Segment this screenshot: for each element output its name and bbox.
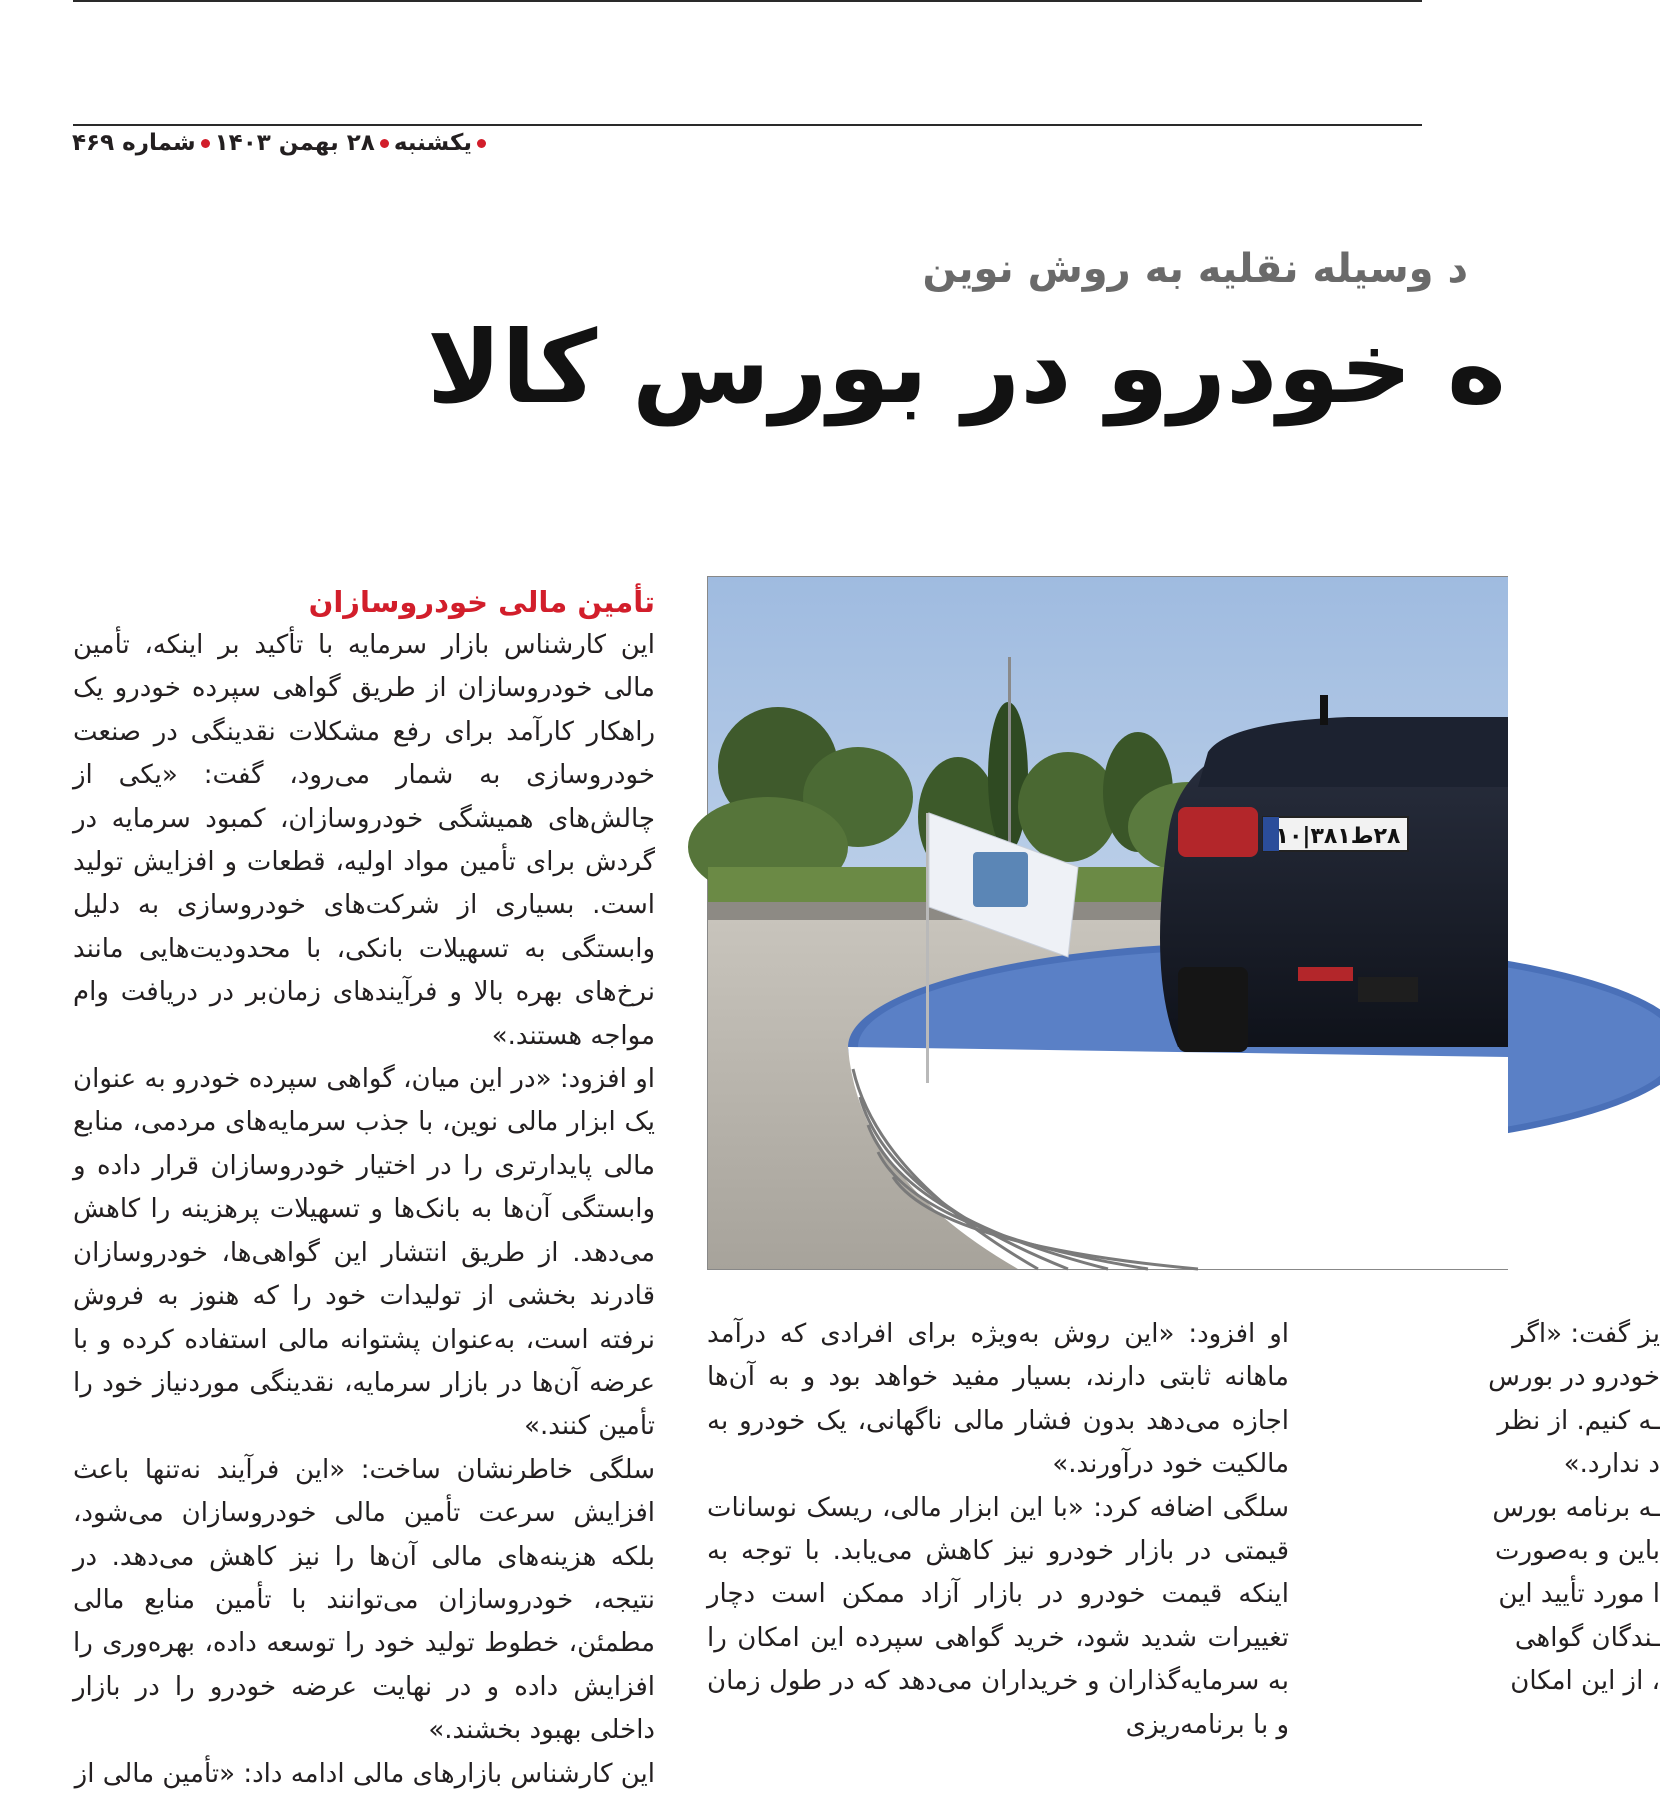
article-column-right bbox=[1340, 1313, 1660, 1704]
column-line: ـندگان گواهی bbox=[1514, 1622, 1660, 1653]
top-rule bbox=[73, 0, 1422, 2]
license-plate-text: ۲۸ط۳۸۱|۱۰ bbox=[1275, 824, 1401, 849]
paragraph: این کارشناس بازار سرمایه با تأکید بر اینکه، تأمین مالی خودروسازان از طریق گواهی سپرده خودرو یک راهکار کارآمد برای رفع مشکلات نقدینگی در صنعت خودروسازی به شمار می‌رود، گفت: «یکی از چالش‌های همیشگی خودروسازان، کمبود سرمایه در گردش برای تأمین مواد اولیه، قطعات و افزایش تولید است. بسیاری از شرکت‌های خودروسازی به دلیل وابستگی به تسهیلات بانکی، با محدودیت‌هایی مانند نرخ‌های بهره بالا و فرآیندهای زمان‌بر در دریافت وام مواجه هستند.» bbox=[73, 630, 655, 1051]
column-line: ، از این امکان bbox=[1510, 1666, 1660, 1697]
paragraph: این کارشناس بازارهای مالی ادامه داد: «تأمین مالی از bbox=[74, 1758, 655, 1789]
dateline bbox=[72, 130, 488, 156]
section-subheading: تأمین مالی خودروسازان bbox=[308, 585, 655, 619]
red-dot-icon bbox=[477, 139, 486, 148]
dateline-date: ۲۸ بهمن ۱۴۰۳ bbox=[214, 130, 375, 156]
red-dot-icon bbox=[380, 139, 389, 148]
paragraph: سلگی اضافه کرد: «با این ابزار مالی، ریسک نوسانات قیمتی در بازار خودرو نیز کاهش می‌یابد. با توجه به اینکه قیمت خودرو در بازار آزاد ممکن است دچار تغییرات شدید شود، خرید گواهی سپرده این امکان را به سرمایه‌گذاران و خریداران می‌دهد که در طول زمان و با برنامه‌ریزی bbox=[707, 1492, 1289, 1740]
column-line: ـه برنامه بورس bbox=[1492, 1492, 1660, 1523]
article-photo bbox=[707, 576, 1508, 1270]
paragraph: او افزود: «در این میان، گواهی سپرده خودرو به عنوان یک ابزار مالی نوین، با جذب سرمایه‌های مردمی، منابع مالی پایدارتری را در اختیار خودروسازان قرار داده و وابستگی آن‌ها به بانک‌ها و تسهیلات پرهزینه را کاهش می‌دهد. از طریق انتشار این گواهی‌ها، خودروسازان قادرند بخشی از تولیدات خود را که هنوز به فروش نرفته است، به‌عنوان پشتوانه مالی استفاده کرده و با عرضه آن‌ها در بازار سرمایه، نقدینگی موردنیاز خود را تأمین کنند.» bbox=[73, 1064, 655, 1442]
article-column-left bbox=[73, 580, 655, 1796]
paragraph: او افزود: «این روش به‌ویژه برای افرادی که درآمد ماهانه ثابتی دارند، بسیار مفید خواهد بود و به آن‌ها اجازه می‌دهد بدون فشار مالی ناگهانی، یک خودرو به مالکیت خود درآورند.» bbox=[707, 1319, 1289, 1480]
header-rule bbox=[73, 124, 1422, 126]
article-column-middle bbox=[707, 1313, 1289, 1747]
paragraph: سلگی خاطرنشان ساخت: «این فرآیند نه‌تنها باعث افزایش سرعت تأمین مالی خودروسازان می‌شود، بلکه هزینه‌های مالی آن‌ها را نیز کاهش می‌دهد. در نتیجه، خودروسازان می‌توانند با تأمین منابع مالی مطمئن، خطوط تولید خود را توسعه داده، بهره‌وری را افزایش داده و در نهایت عرضه خودرو را در بازار داخلی بهبود بخشند.» bbox=[73, 1454, 655, 1746]
red-dot-icon bbox=[201, 139, 210, 148]
dateline-issue: شماره ۴۶۹ bbox=[72, 130, 196, 156]
column-line: باین و به‌صورت bbox=[1495, 1536, 1660, 1567]
dateline-day: یکشنبه bbox=[393, 130, 472, 156]
article-kicker: د وسیله نقلیه به روش نوین bbox=[922, 246, 1468, 292]
column-line: ـه کنیم. از نظر bbox=[1497, 1405, 1660, 1436]
column-line: خودرو در بورس bbox=[1488, 1362, 1660, 1393]
column-line: ا مورد تأیید این bbox=[1498, 1579, 1660, 1610]
column-line: یز گفت: «اگر bbox=[1512, 1319, 1660, 1349]
article-headline: ه خودرو در بورس کالا bbox=[427, 309, 1506, 426]
column-line: د ندارد.» bbox=[1563, 1449, 1660, 1480]
